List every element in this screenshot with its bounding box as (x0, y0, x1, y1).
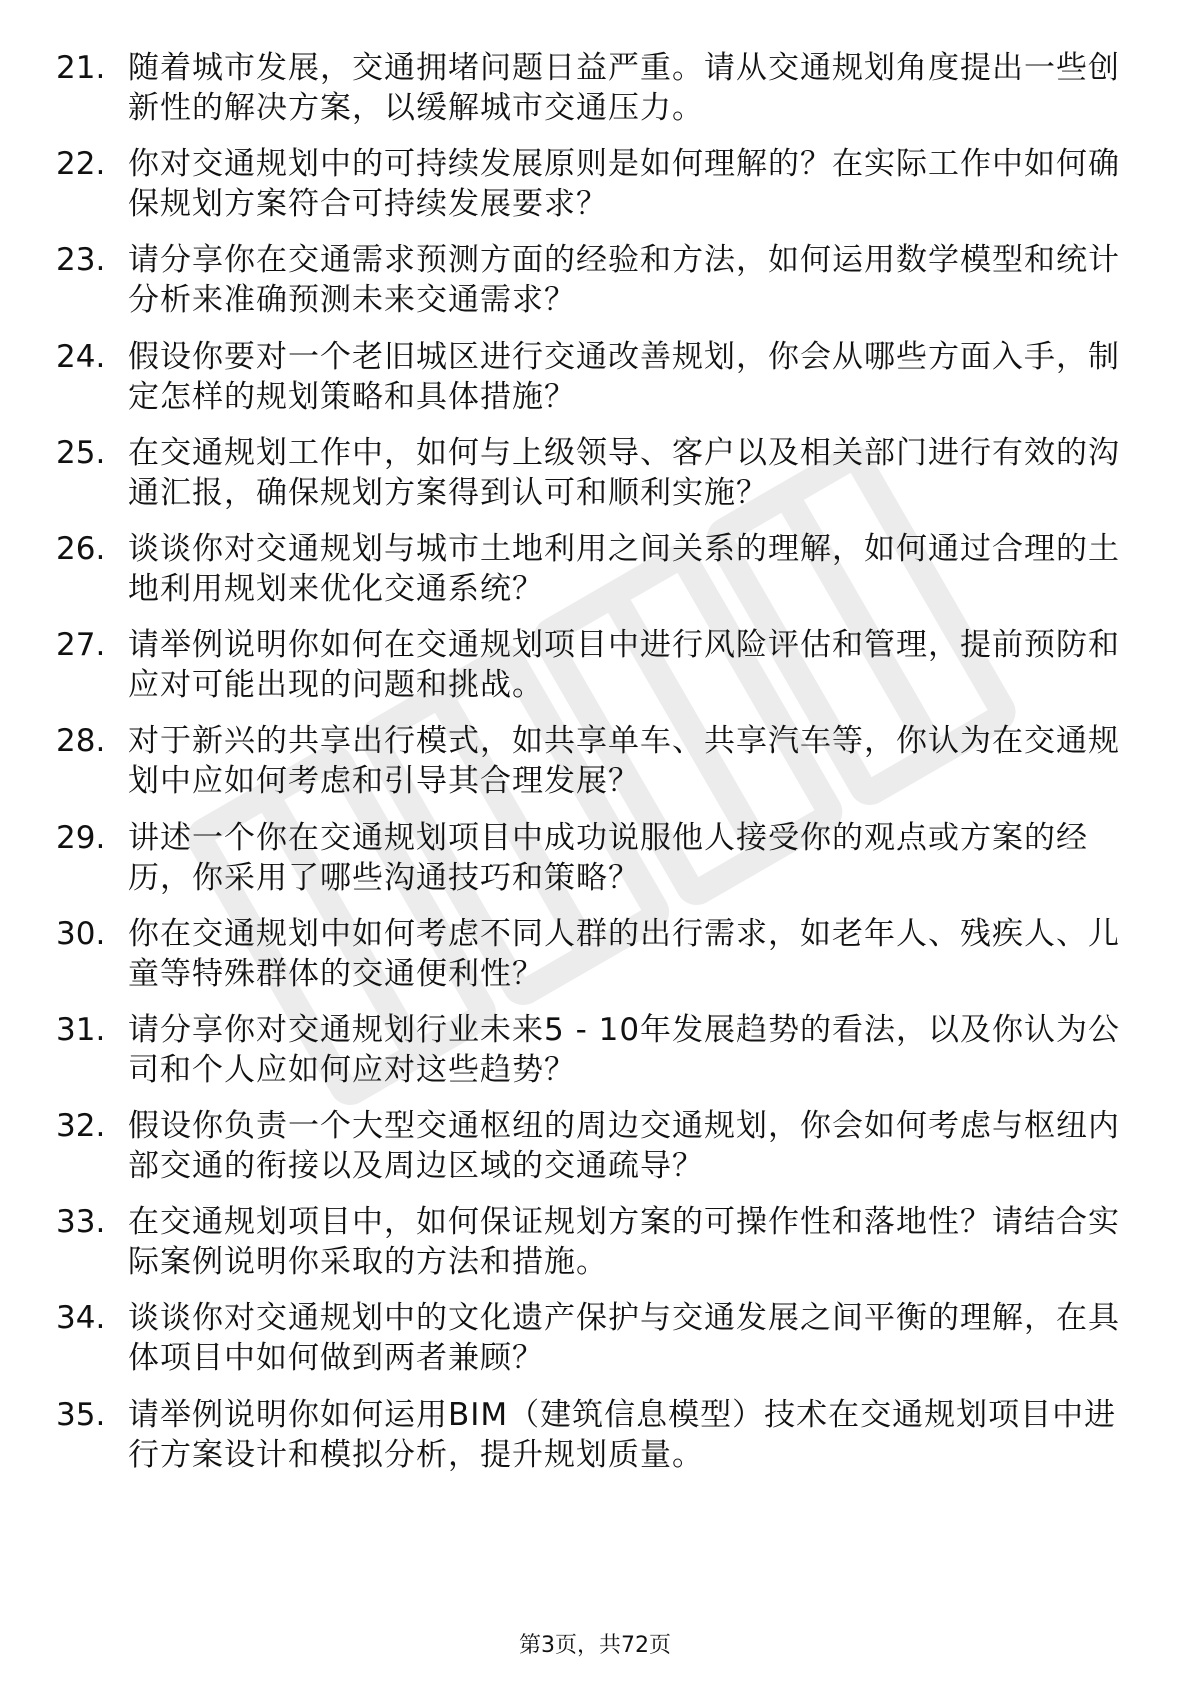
question-item (56, 721, 1146, 801)
question-text: 请举例说明你如何在交通规划项目中进行风险评估和管理，提前预防和应对可能出现的问题和挑战。 (128, 627, 1120, 704)
question-item (56, 529, 1146, 609)
question-item (56, 1298, 1146, 1378)
question-item (56, 914, 1146, 994)
question-text: 假设你要对一个老旧城区进行交通改善规划，你会从哪些方面入手，制定怎样的规划策略和具体措施？ (128, 338, 1120, 415)
question-number: 23. (56, 242, 106, 279)
question-text: 谈谈你对交通规划中的文化遗产保护与交通发展之间平衡的理解，在具体项目中如何做到两者兼顾？ (128, 1300, 1120, 1377)
question-text: 讲述一个你在交通规划项目中成功说服他人接受你的观点或方案的经历，你采用了哪些沟通技巧和策略？ (128, 819, 1088, 896)
question-text: 对于新兴的共享出行模式，如共享单车、共享汽车等，你认为在交通规划中应如何考虑和引导其合理发展？ (128, 723, 1120, 800)
question-item (56, 337, 1146, 417)
question-text: 随着城市发展，交通拥堵问题日益严重。请从交通规划角度提出一些创新性的解决方案，以缓解城市交通压力。 (128, 50, 1120, 126)
question-number: 25. (56, 434, 106, 471)
question-number: 35. (56, 1396, 106, 1433)
question-text: 请举例说明你如何运用BIM（建筑信息模型）技术在交通规划项目中进行方案设计和模拟分析，提升规划质量。 (128, 1396, 1117, 1473)
question-number: 26. (56, 530, 106, 567)
question-number: 22. (56, 146, 106, 183)
question-text: 请分享你在交通需求预测方面的经验和方法，如何运用数学模型和统计分析来准确预测未来交通需求？ (128, 242, 1120, 319)
question-list (56, 48, 1146, 1491)
question-item (56, 1010, 1146, 1090)
question-item (56, 433, 1146, 513)
question-item (56, 1106, 1146, 1186)
question-text: 假设你负责一个大型交通枢纽的周边交通规划，你会如何考虑与枢纽内部交通的衔接以及周边区域的交通疏导？ (128, 1108, 1120, 1185)
question-number: 21. (56, 50, 106, 86)
question-item (56, 1395, 1146, 1475)
page-number-footer: 第3页，共72页 (519, 1633, 671, 1658)
question-number: 31. (56, 1011, 106, 1048)
question-text: 在交通规划项目中，如何保证规划方案的可操作性和落地性？请结合实际案例说明你采取的方法和措施。 (128, 1204, 1120, 1281)
question-number: 24. (56, 338, 106, 375)
question-text: 你对交通规划中的可持续发展原则是如何理解的？在实际工作中如何确保规划方案符合可持续发展要求？ (128, 146, 1120, 223)
question-item (56, 48, 1146, 128)
question-number: 32. (56, 1108, 106, 1145)
question-number: 29. (56, 819, 106, 856)
question-text: 谈谈你对交通规划与城市土地利用之间关系的理解，如何通过合理的土地利用规划来优化交通系统？ (128, 530, 1120, 607)
question-number: 27. (56, 627, 106, 664)
question-text: 在交通规划工作中，如何与上级领导、客户以及相关部门进行有效的沟通汇报，确保规划方案得到认可和顺利实施？ (128, 434, 1120, 511)
question-item (56, 144, 1146, 224)
question-number: 28. (56, 723, 106, 760)
question-text: 请分享你对交通规划行业未来5 - 10年发展趋势的看法，以及你认为公司和个人应如何应对这些趋势？ (128, 1011, 1121, 1088)
question-item (56, 1202, 1146, 1282)
question-item (56, 240, 1146, 320)
question-number: 34. (56, 1300, 106, 1337)
question-number: 30. (56, 915, 106, 952)
question-item (56, 625, 1146, 705)
question-item (56, 818, 1146, 898)
question-text: 你在交通规划中如何考虑不同人群的出行需求，如老年人、残疾人、儿童等特殊群体的交通便利性？ (128, 915, 1120, 992)
question-number: 33. (56, 1204, 106, 1241)
